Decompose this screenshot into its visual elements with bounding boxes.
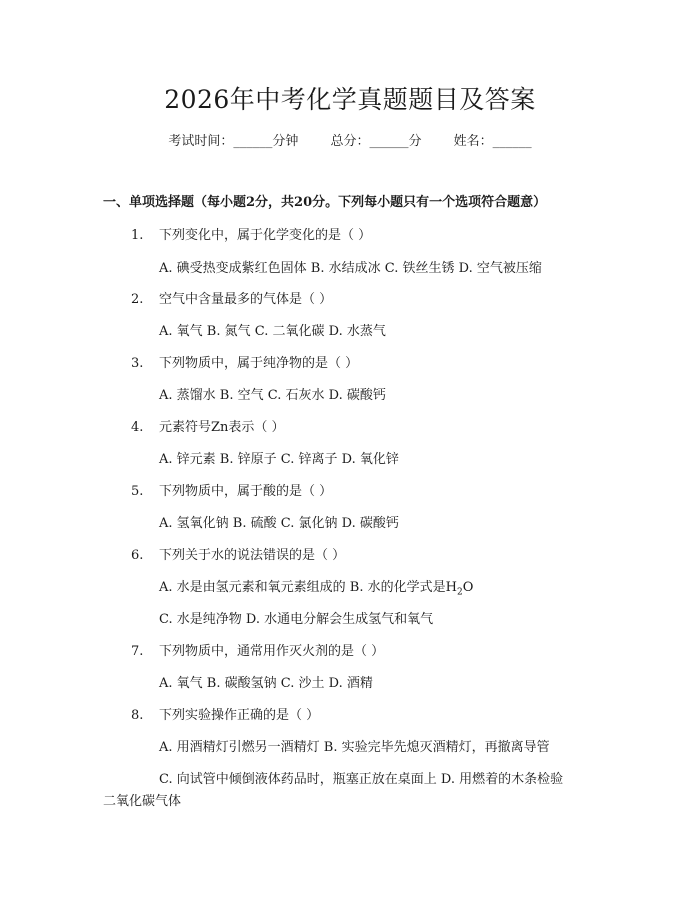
total-score: 总分：______分	[330, 134, 422, 149]
option-text: A. 水是由氢元素和氧元素组成的 B. 水的化学式是H	[159, 580, 457, 595]
question-number: 1.	[131, 228, 144, 243]
question-number: 2.	[131, 292, 144, 307]
question-8	[131, 704, 319, 723]
section-heading: 一、单项选择题（每小题2分，共20分。下列每小题只有一个选项符合题意）	[103, 195, 547, 210]
question-stem: 下列物质中，属于酸的是（ ）	[159, 484, 333, 499]
question-7	[131, 640, 384, 659]
exam-meta	[0, 130, 700, 149]
question-stem: 下列变化中，属于化学变化的是（ ）	[159, 228, 372, 243]
question-number: 5.	[131, 484, 144, 499]
question-stem: 空气中含量最多的气体是（ ）	[159, 292, 333, 307]
question-2	[131, 288, 332, 307]
question-5-options: A. 氢氧化钠 B. 硫酸 C. 氯化钠 D. 碳酸钙	[159, 516, 399, 531]
question-6	[131, 544, 345, 563]
question-4	[131, 416, 285, 435]
question-number: 3.	[131, 356, 144, 371]
question-6-options-line1	[159, 576, 473, 598]
question-7-options: A. 氧气 B. 碳酸氢钠 C. 沙土 D. 酒精	[159, 676, 373, 691]
formula-subscript: 2	[456, 587, 463, 598]
question-2-options: A. 氧气 B. 氮气 C. 二氧化碳 D. 水蒸气	[159, 324, 386, 339]
question-stem: 下列物质中，属于纯净物的是（ ）	[159, 356, 359, 371]
page-title: 2026年中考化学真题题目及答案	[164, 85, 536, 114]
question-number: 6.	[131, 548, 144, 563]
question-stem: 下列实验操作正确的是（ ）	[159, 708, 320, 723]
question-8-options-line2: C. 向试管中倾倒液体药品时，瓶塞正放在桌面上 D. 用燃着的木条检验	[159, 772, 564, 787]
formula-tail: O	[462, 580, 474, 595]
question-6-options-line2: C. 水是纯净物 D. 水通电分解会生成氢气和氧气	[159, 612, 434, 627]
student-name: 姓名：______	[453, 134, 532, 149]
question-1	[131, 224, 371, 243]
question-stem: 下列物质中，通常用作灭火剂的是（ ）	[159, 644, 385, 659]
question-stem: 元素符号Zn表示（ ）	[159, 420, 285, 435]
exam-time: 考试时间：______分钟	[168, 134, 299, 149]
question-number: 7.	[131, 644, 144, 659]
question-number: 8.	[131, 708, 144, 723]
question-3	[131, 352, 358, 371]
question-1-options: A. 碘受热变成紫红色固体 B. 水结成冰 C. 铁丝生锈 D. 空气被压缩	[159, 261, 542, 276]
question-5	[131, 480, 332, 499]
question-8-options-line1: A. 用酒精灯引燃另一酒精灯 B. 实验完毕先熄灭酒精灯，再撤离导管	[159, 740, 550, 755]
question-4-options: A. 锌元素 B. 锌原子 C. 锌离子 D. 氧化锌	[159, 452, 399, 467]
question-3-options: A. 蒸馏水 B. 空气 C. 石灰水 D. 碳酸钙	[159, 388, 386, 403]
question-stem: 下列关于水的说法错误的是（ ）	[159, 548, 346, 563]
question-8-options-wrap: 二氧化碳气体	[103, 794, 182, 809]
question-number: 4.	[131, 420, 144, 435]
